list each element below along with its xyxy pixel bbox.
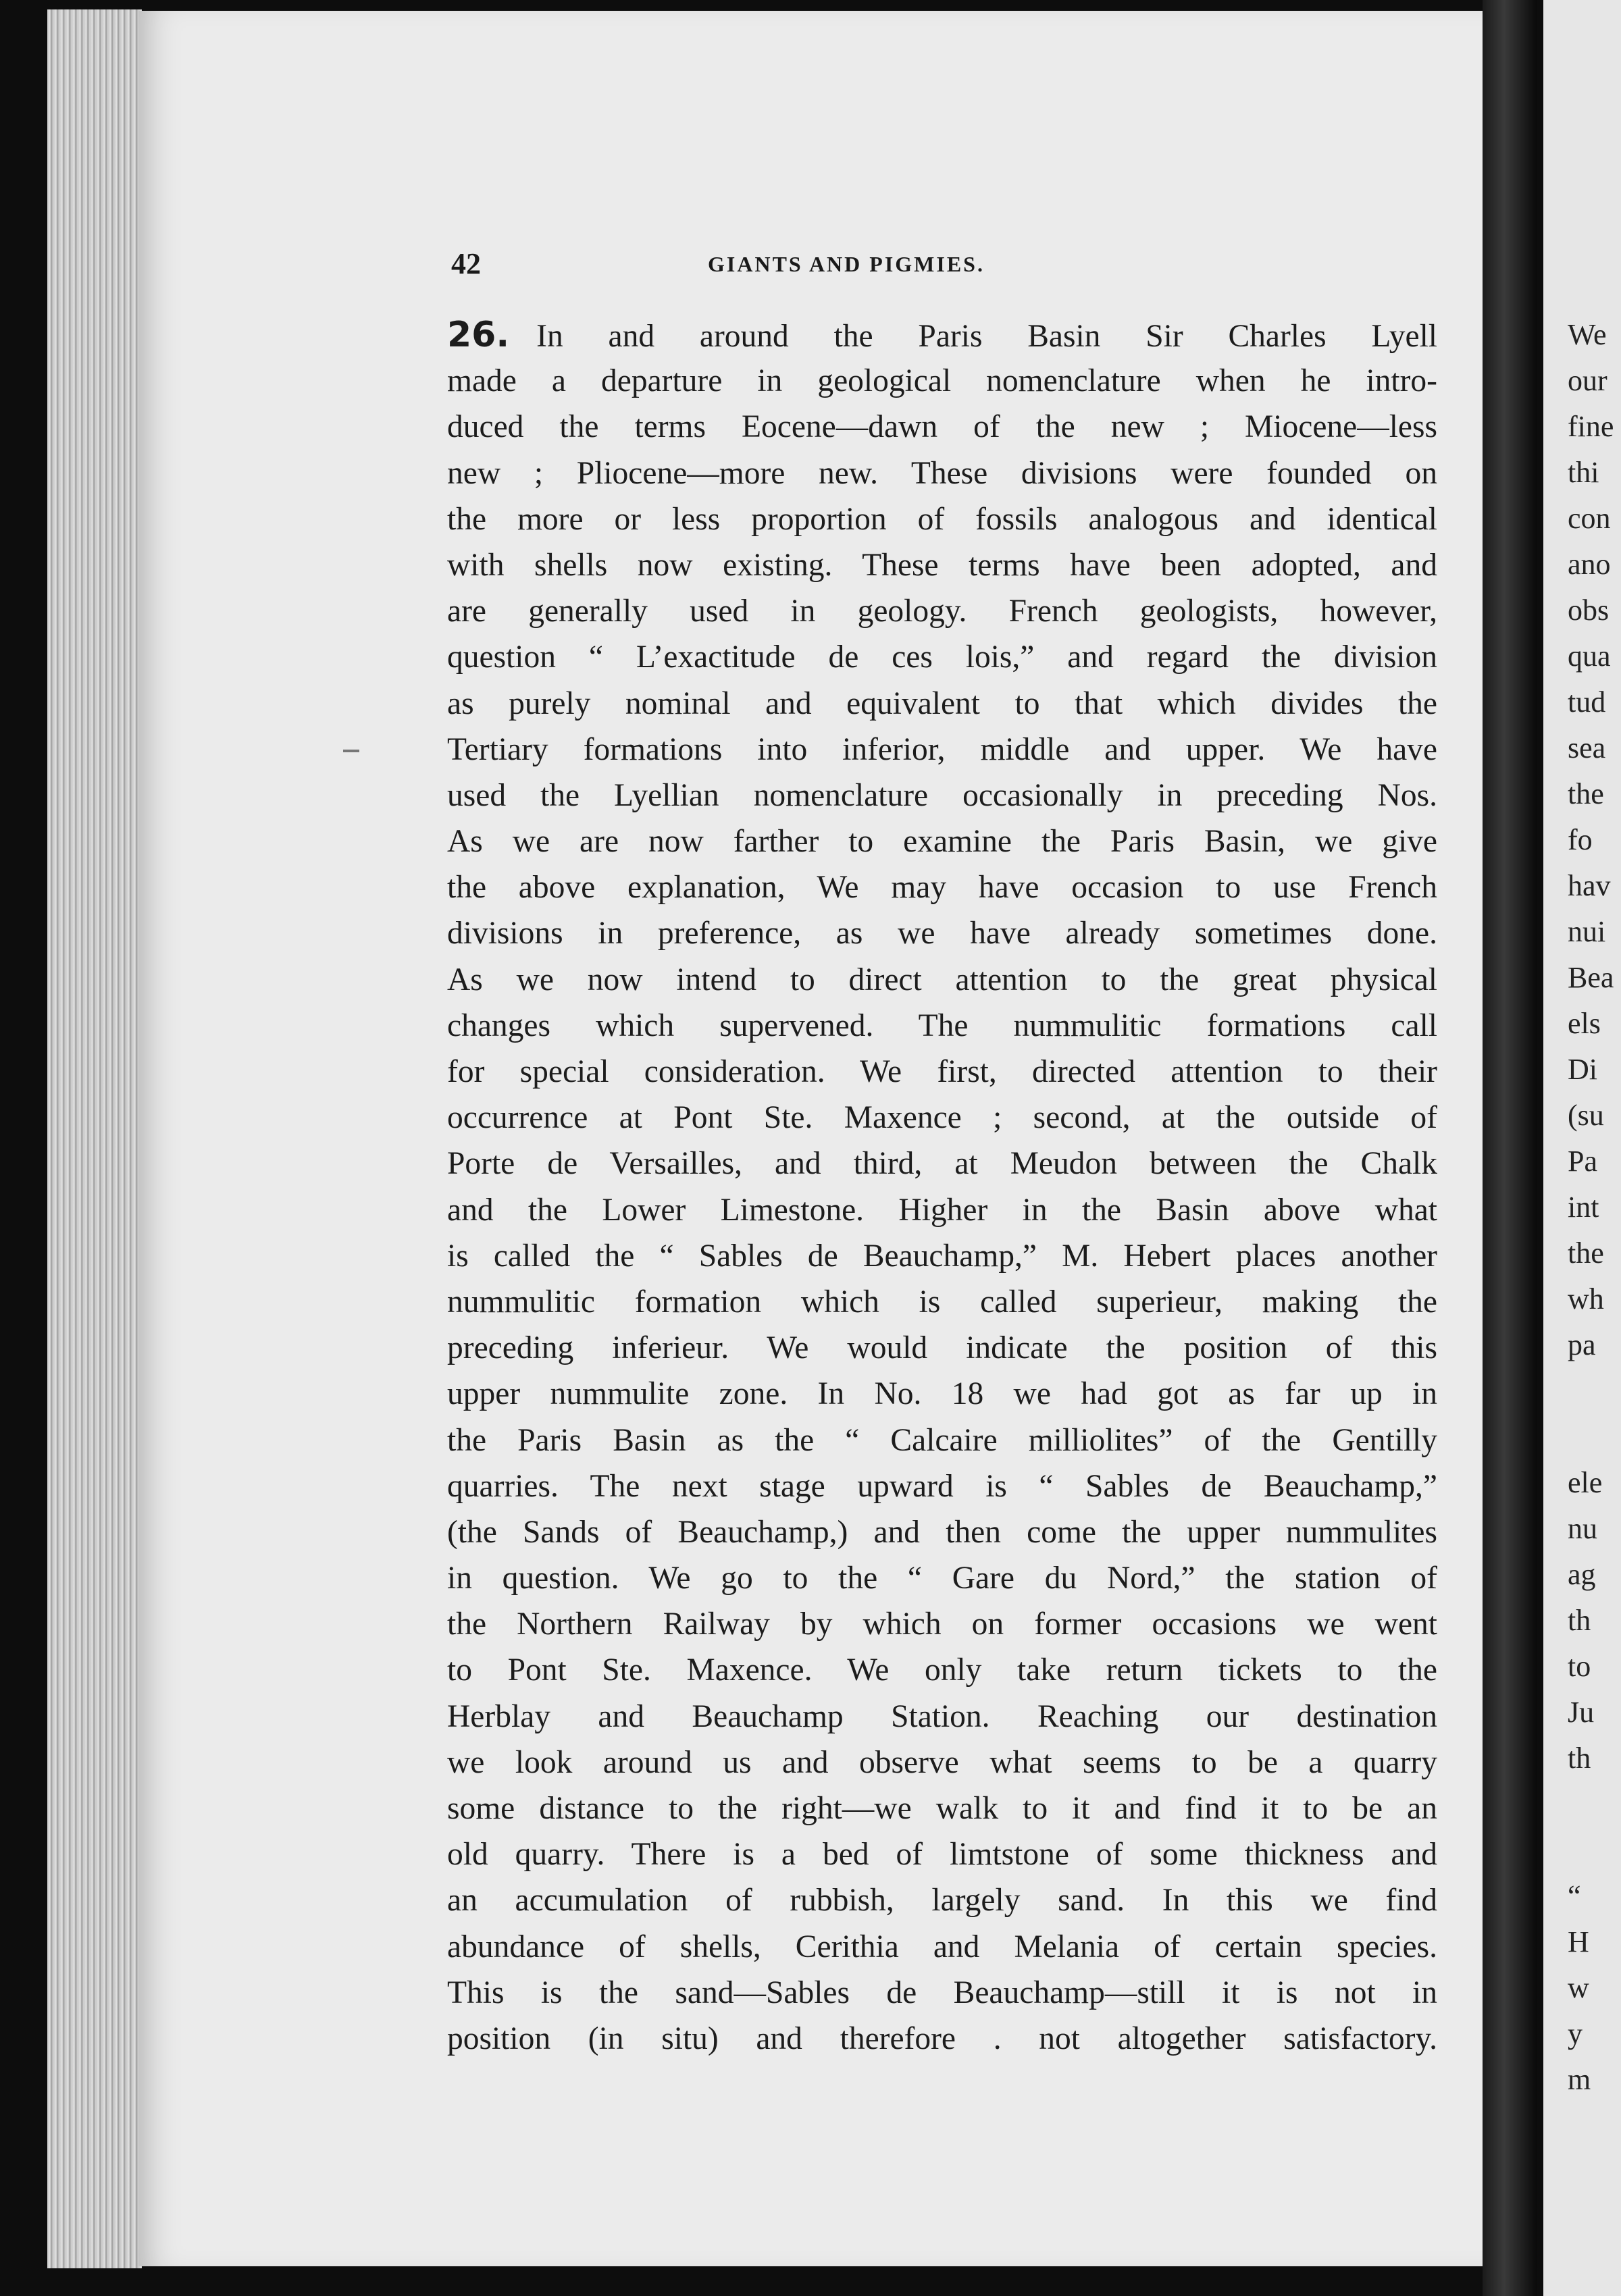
text-line: made a departure in geological nomenclature when he intro- (447, 363, 1437, 399)
text-line: we look around us and observe what seems to be a quarry (447, 1744, 1437, 1780)
text-line: for special consideration. We first, directed attention to their (447, 1054, 1437, 1089)
text-line: new ; Pliocene—more new. These divisions were founded on (447, 455, 1437, 491)
facing-page-fragment: “ (1568, 1879, 1581, 1912)
facing-page-fragment: m (1568, 2063, 1591, 2096)
text-line: Tertiary formations into inferior, middle and upper. We have (447, 731, 1437, 767)
text-line: the Paris Basin as the “ Calcaire milliolites” of the Gentilly (447, 1422, 1437, 1458)
facing-page-fragment: fo (1568, 823, 1593, 856)
margin-mark (343, 750, 359, 752)
text-line: nummulitic formation which is called superieur, making the (447, 1284, 1437, 1320)
text-line: the more or less proportion of fossils analogous and identical (447, 501, 1437, 537)
facing-page-fragment: the (1568, 1236, 1604, 1270)
text-line: duced the terms Eocene—dawn of the new ; Miocene—less (447, 409, 1437, 445)
text-line: 26. In and around the Paris Basin Sir Charles Lyell (447, 315, 1437, 355)
text-line: Porte de Versailles, and third, at Meudon between the Chalk (447, 1146, 1437, 1182)
facing-page-fragment: int (1568, 1191, 1599, 1224)
text-line: used the Lyellian nomenclature occasionally in preceding Nos. (447, 777, 1437, 813)
facing-page-fragment: nu (1568, 1512, 1597, 1545)
text-line: in question. We go to the “ Gare du Nord,” the station of (447, 1561, 1437, 1596)
text-line: preceding inferieur. We would indicate the position of this (447, 1330, 1437, 1366)
text-line: as purely nominal and equivalent to that which divides the (447, 685, 1437, 721)
page-header (451, 246, 1437, 287)
facing-page-fragment: pa (1568, 1328, 1596, 1361)
text-line: divisions in preference, as we have already sometimes done. (447, 916, 1437, 951)
section-number: 26. (447, 315, 510, 355)
facing-page-fragment: w (1568, 1971, 1589, 2004)
page-number: 42 (451, 247, 481, 280)
text-line: are generally used in geology. French geologists, however, (447, 594, 1437, 629)
book-gutter (1483, 0, 1537, 2296)
text-line: Herblay and Beauchamp Station. Reaching our destination (447, 1698, 1437, 1734)
facing-page-fragment: (su (1568, 1099, 1604, 1132)
facing-page-fragment: con (1568, 502, 1611, 535)
text-line: (the Sands of Beauchamp,) and then come the upper nummulites (447, 1514, 1437, 1550)
facing-page (1543, 0, 1621, 2296)
text-line: occurrence at Pont Ste. Maxence ; second, at the outside of (447, 1100, 1437, 1136)
page-stack-edge (47, 9, 142, 2268)
text-line: position (in situ) and therefore . not altogether satisfactory. (447, 2020, 1437, 2056)
text-line: the above explanation, We may have occasion to use French (447, 870, 1437, 906)
facing-page-fragment: ag (1568, 1558, 1596, 1591)
text-line: an accumulation of rubbish, largely sand. In this we find (447, 1883, 1437, 1919)
text-line: upper nummulite zone. In No. 18 we had got as far up in (447, 1376, 1437, 1412)
text-line: This is the sand—Sables de Beauchamp—still it is not in (447, 1975, 1437, 2010)
facing-page-fragment: tud (1568, 685, 1606, 719)
text-line: some distance to the right—we walk to it and find it to be an (447, 1791, 1437, 1826)
facing-page-fragment: Ju (1568, 1696, 1595, 1729)
facing-page-fragment: obs (1568, 594, 1610, 627)
text-line: As we are now farther to examine the Paris Basin, we give (447, 824, 1437, 860)
text-line: As we now intend to direct attention to the great physical (447, 962, 1437, 997)
facing-page-fragment: qua (1568, 640, 1611, 673)
text-line: and the Lower Limestone. Higher in the Basin above what (447, 1192, 1437, 1228)
facing-page-fragment: thi (1568, 456, 1599, 489)
running-head: GIANTS AND PIGMIES. (708, 252, 985, 276)
facing-page-fragment: We (1568, 318, 1607, 351)
text-line: the Northern Railway by which on former occasions we went (447, 1607, 1437, 1642)
text-line: changes which supervened. The nummulitic formations call (447, 1008, 1437, 1043)
facing-page-fragment: wh (1568, 1282, 1604, 1315)
facing-page-fragment: Bea (1568, 961, 1614, 994)
facing-page-fragment: Pa (1568, 1145, 1597, 1178)
facing-page-fragment: fine (1568, 410, 1614, 443)
facing-page-fragment: ano (1568, 548, 1611, 581)
facing-page-fragment: our (1568, 364, 1607, 397)
facing-page-fragment: th (1568, 1604, 1591, 1637)
facing-page-fragment: the (1568, 777, 1604, 810)
text-line: is called the “ Sables de Beauchamp,” M. Hebert places another (447, 1238, 1437, 1274)
facing-page-fragment: ele (1568, 1466, 1603, 1499)
text-line: with shells now existing. These terms have been adopted, and (447, 547, 1437, 583)
facing-page-fragment: Di (1568, 1053, 1597, 1086)
text-line: to Pont Ste. Maxence. We only take return tickets to the (447, 1652, 1437, 1688)
facing-page-fragment: y (1568, 2017, 1583, 2050)
facing-page-fragment: hav (1568, 869, 1611, 902)
facing-page-fragment: els (1568, 1007, 1601, 1040)
facing-page-fragment: to (1568, 1650, 1591, 1683)
facing-page-fragment: sea (1568, 731, 1606, 764)
facing-page-fragment: H (1568, 1925, 1589, 1958)
text-line: question “ L’exactitude de ces lois,” and regard the division (447, 640, 1437, 675)
body-text (447, 312, 1437, 2062)
text-line: old quarry. There is a bed of limtstone of some thickness and (447, 1837, 1437, 1873)
facing-page-fragment: th (1568, 1742, 1591, 1775)
text-line: quarries. The next stage upward is “ Sables de Beauchamp,” (447, 1468, 1437, 1504)
facing-page-fragment: nui (1568, 915, 1606, 948)
text-line: abundance of shells, Cerithia and Melania of certain species. (447, 1929, 1437, 1964)
